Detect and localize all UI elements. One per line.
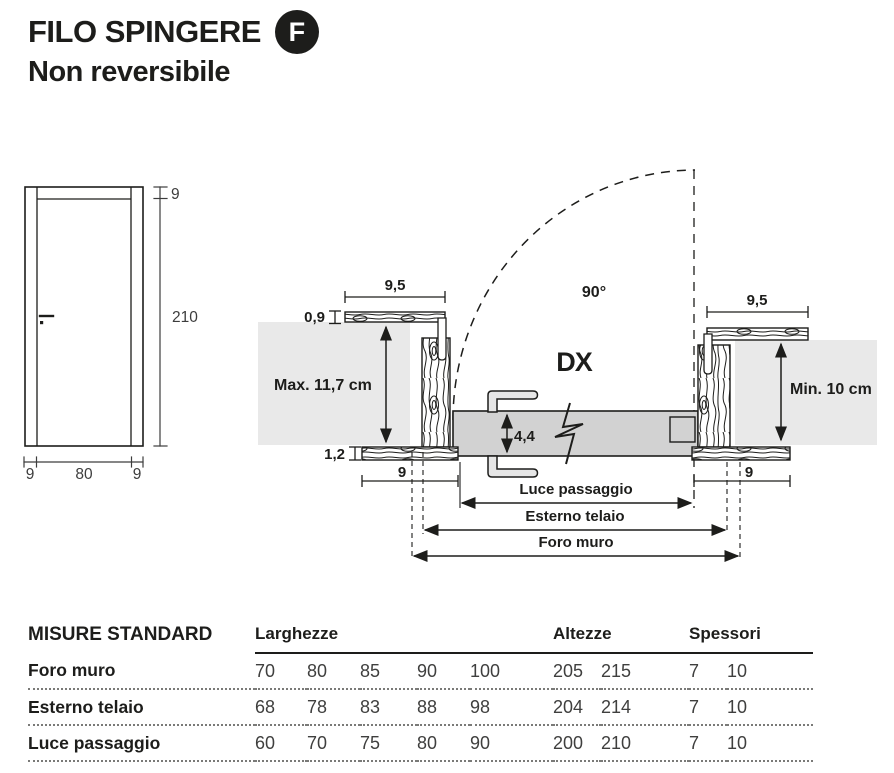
right-bottom-architrave [692, 447, 790, 460]
table-cell: 214 [601, 689, 689, 725]
right-frame-profile [704, 334, 712, 374]
table-row [28, 689, 813, 725]
label-foro-muro: Foro muro [538, 534, 614, 551]
right-jamb [698, 345, 730, 447]
door-leaf [453, 411, 698, 456]
table-header-row [28, 616, 813, 653]
table-cell: 85 [360, 653, 417, 689]
dim-left-bottom-thickness: 1,2 [324, 446, 345, 463]
table-cell: 70 [307, 725, 360, 761]
table-cell: 210 [601, 725, 689, 761]
door-elevation [24, 186, 198, 483]
left-frame-profile [438, 318, 446, 360]
label-luce-passaggio: Luce passaggio [519, 481, 633, 498]
handle-top [488, 391, 538, 412]
table-cell: 78 [307, 689, 360, 725]
left-top-architrave [345, 312, 445, 322]
table-title: MISURE STANDARD [28, 623, 213, 645]
table-cell: 204 [553, 689, 601, 725]
right-top-architrave [707, 328, 808, 340]
page-subtitle: Non reversibile [28, 56, 231, 88]
standard-sizes-table [28, 616, 813, 762]
table-row [28, 653, 813, 689]
col-group-larghezze: Larghezze [255, 616, 553, 653]
table-cell: 215 [601, 653, 689, 689]
table-cell: 7 [689, 653, 727, 689]
label-max-wall-depth: Max. 11,7 cm [274, 377, 372, 394]
dim-left-architrave-width: 9,5 [384, 277, 406, 294]
dim-right-jamb-depth: 9 [744, 464, 754, 481]
model-badge: F [275, 10, 319, 54]
dim-elevation-bottom-left: 9 [25, 466, 35, 483]
table-cell: 80 [417, 725, 470, 761]
table-cell: 83 [360, 689, 417, 725]
table-cell: 10 [727, 653, 813, 689]
table-cell: 80 [307, 653, 360, 689]
handle-bottom [488, 456, 538, 477]
door-swing-arc [453, 170, 695, 420]
standard-sizes-section [28, 616, 813, 762]
table-cell: 68 [255, 689, 307, 725]
row-label: Luce passaggio [28, 725, 255, 761]
door-plan-section [258, 170, 877, 560]
row-label: Foro muro [28, 653, 255, 689]
table-cell: 205 [553, 653, 601, 689]
table-cell: 10 [727, 725, 813, 761]
label-esterno-telaio: Esterno telaio [525, 508, 625, 525]
table-cell: 90 [417, 653, 470, 689]
dim-elevation-top-frame: 9 [171, 186, 180, 203]
dim-right-architrave-width: 9,5 [746, 292, 768, 309]
label-swing-angle: 90° [581, 284, 607, 301]
table-cell: 70 [255, 653, 307, 689]
table-cell: 88 [417, 689, 470, 725]
dim-door-thickness: 4,4 [514, 428, 535, 445]
row-label: Esterno telaio [28, 689, 255, 725]
col-group-spessori: Spessori [689, 616, 813, 653]
left-bottom-architrave [362, 447, 458, 460]
table-cell: 75 [360, 725, 417, 761]
table-cell: 90 [470, 725, 553, 761]
label-hand-dx: DX [556, 347, 592, 377]
col-group-altezze: Altezze [553, 616, 689, 653]
table-cell: 7 [689, 689, 727, 725]
table-row [28, 725, 813, 761]
table-cell: 98 [470, 689, 553, 725]
table-cell: 60 [255, 725, 307, 761]
dim-elevation-bottom-width: 80 [75, 466, 93, 483]
dim-elevation-bottom-right: 9 [132, 466, 142, 483]
dim-left-architrave-thickness: 0,9 [304, 309, 325, 326]
door-hinge [670, 417, 695, 442]
dim-elevation-height: 210 [172, 309, 198, 326]
table-cell: 200 [553, 725, 601, 761]
page-title: FILO SPINGERE [28, 14, 261, 49]
table-cell: 10 [727, 689, 813, 725]
table-cell: 7 [689, 725, 727, 761]
label-min-wall-depth: Min. 10 cm [790, 381, 872, 398]
dim-left-jamb-depth: 9 [397, 464, 407, 481]
table-cell: 100 [470, 653, 553, 689]
